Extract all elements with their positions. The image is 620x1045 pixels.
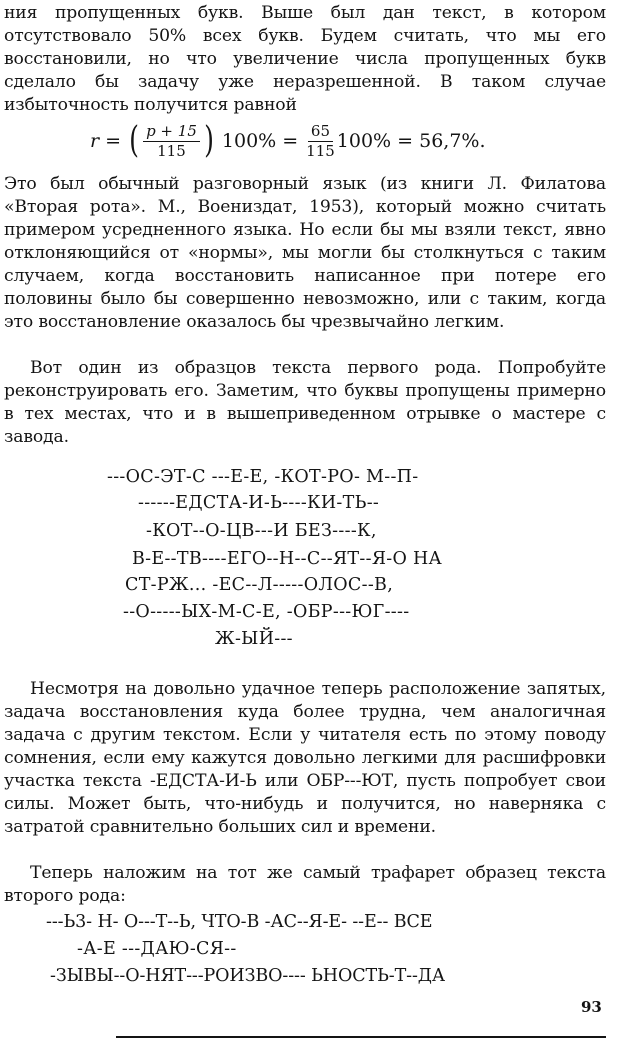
footer-rule xyxy=(116,1036,606,1038)
formula-fraction-1-numerator: p + 15 xyxy=(143,123,200,142)
paragraph-first-kind-sample: Вот один из образцов текста первого рода. Попробуйте реконструировать его. Заметим, что буквы пропущены примерно в тех местах, что и в вышеприведенном отрывке о мастере с завода. xyxy=(4,358,606,447)
masked-line: СТ-РЖ... -ЕС--Л-----ОЛОС--В, xyxy=(125,575,394,595)
formula-open-paren: ( xyxy=(129,120,139,161)
formula-lhs: r xyxy=(90,130,100,152)
formula-fraction-1-denominator: 115 xyxy=(157,141,186,160)
masked-line: -КОТ--О-ЦВ---И БЕЗ----К, xyxy=(146,521,377,541)
paragraph-difficulty: Несмотря на довольно удачное теперь расположение запятых, задача восстановления куда более трудна, чем аналогичная задача с другим текстом. Если у читателя есть по этому поводу сомнения, если ему кажутся довольно легкими для расшифровки участка текста -ЕДСТА-И-Ь или ОБР---ЮТ, пусть попробует свои силы. Может быть, что-нибудь и получится, но наверняка с затратой сравнительно больших сил и времени. xyxy=(4,679,606,837)
masked-line: В-Е--ТВ----ЕГО--Н--С--ЯТ--Я-О НА xyxy=(132,549,443,569)
masked-line: ---Ь3- Н- О---Т--Ь, ЧТО-В -АС--Я-Е- --Е-- ВСЕ xyxy=(46,912,433,932)
formula-multiplier-1: 100% xyxy=(221,130,277,152)
masked-line: Ж-ЫЙ--- xyxy=(215,629,293,649)
formula-result: 100% = 56,7%. xyxy=(336,130,486,152)
formula-close-paren: ) xyxy=(203,120,214,161)
formula-fraction-2-denominator: 115 xyxy=(306,141,335,160)
paragraph-spoken-language: Это был обычный разговорный язык (из книги Л. Филатова «Вторая рота». М., Воениздат, 1953), который можно считать примером усредненного языка. Но если бы мы взяли текст, явно отклоняющийся от «нормы», мы могли бы столкнуться с таким случаем, когда восстановить написанное при потере его половины было бы совершенно невозможно, или с таким, когда это восстановление оказалось бы чрезвычайно легким. xyxy=(4,174,606,332)
redundancy-formula xyxy=(90,116,486,166)
page-number: 93 xyxy=(581,998,602,1016)
formula-fraction-1 xyxy=(143,123,200,160)
masked-line: ------ЕДСТА-И-Ь----КИ-ТЬ-- xyxy=(138,493,380,513)
formula-eq: = xyxy=(105,130,122,152)
formula-fraction-2-numerator: 65 xyxy=(308,123,333,142)
paragraph-continuation: ния пропущенных букв. Выше был дан текст, в котором отсутствовало 50% всех букв. Будем считать, что мы его восстановили, но что увеличение числа пропущенных букв сделало бы задачу уже неразрешенной. В таком случае избыточность получится равной xyxy=(4,3,606,115)
formula-eq-2: = xyxy=(282,130,299,152)
masked-line: -А-Е ---ДАЮ-СЯ-- xyxy=(77,939,237,959)
paragraph-second-kind-intro: Теперь наложим на тот же самый трафарет образец текста второго рода: xyxy=(4,863,606,906)
masked-line: -ЗЫВЫ--О-НЯТ---РОИЗВО---- ЬНОСТЬ-Т--ДА xyxy=(50,966,446,986)
masked-line: --О-----ЫХ-М-С-Е, -ОБР---ЮГ---- xyxy=(123,602,410,622)
formula-fraction-2 xyxy=(306,123,335,160)
masked-line: ---ОС-ЭТ-С ---Е-Е, -КОТ-РО- М--П- xyxy=(107,467,419,487)
